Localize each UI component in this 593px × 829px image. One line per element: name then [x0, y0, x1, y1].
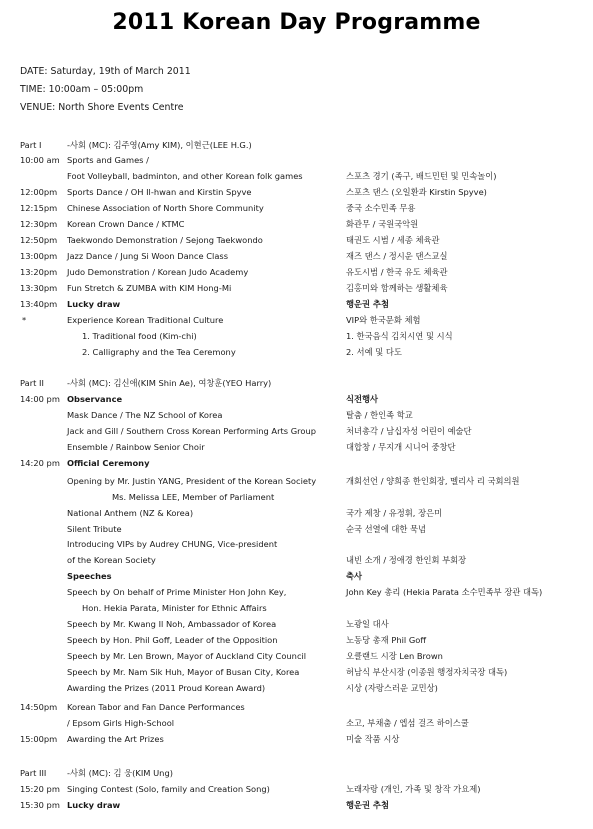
programme-ko: John Key 총리 (Hekia Parata 소수민족부 장관 대독) — [346, 587, 543, 597]
programme-en: Speeches — [67, 571, 112, 581]
programme-row — [0, 490, 593, 505]
programme-time: 14:50pm — [20, 702, 58, 712]
programme-en: -사회 (MC): 김신애(KIM Shin Ae), 여창훈(YEO Harry) — [67, 378, 272, 388]
programme-time: 10:00 am — [20, 155, 60, 165]
programme-ko: VIP와 한국문화 체험 — [346, 315, 421, 325]
programme-row — [0, 249, 593, 264]
programme-row — [0, 665, 593, 680]
programme-en: 2. Calligraphy and the Tea Ceremony — [82, 347, 236, 357]
programme-en: Jazz Dance / Jung Si Woon Dance Class — [67, 251, 229, 261]
programme-en: Introducing VIPs by Audrey CHUNG, Vice-president — [67, 539, 278, 549]
programme-en: Lucky draw — [67, 299, 121, 309]
programme-ko: 대합창 / 무지개 시니어 중창단 — [346, 442, 456, 452]
programme-en: of the Korean Society — [67, 555, 156, 565]
programme-row — [0, 265, 593, 280]
programme-time: 12:00pm — [20, 187, 58, 197]
programme-ko: 국가 제창 / 유정휘, 장은미 — [346, 508, 443, 518]
programme-en: Korean Tabor and Fan Dance Performances — [67, 702, 245, 712]
programme-row — [0, 700, 593, 715]
programme-en: 1. Traditional food (Kim-chi) — [82, 331, 197, 341]
programme-en: Speech by On behalf of Prime Minister Hon John Key, — [67, 587, 287, 597]
programme-row — [0, 649, 593, 664]
programme-time: 13:00pm — [20, 251, 58, 261]
programme-en: Speech by Mr. Kwang Il Noh, Ambassador of Korea — [67, 619, 277, 629]
programme-ko: 유도시범 / 한국 유도 체육관 — [346, 267, 448, 277]
programme-row — [0, 782, 593, 797]
programme-en: Ensemble / Rainbow Senior Choir — [67, 442, 205, 452]
programme-row — [0, 798, 593, 813]
programme-time: 12:30pm — [20, 219, 58, 229]
programme-en: Taekwondo Demonstration / Sejong Taekwondo — [67, 235, 263, 245]
programme-en: Speech by Mr. Nam Sik Huh, Mayor of Busan City, Korea — [67, 667, 300, 677]
programme-ko: 노광일 대사 — [346, 619, 389, 629]
programme-ko: 식전행사 — [346, 394, 379, 404]
programme-row — [0, 185, 593, 200]
programme-en: Opening by Mr. Justin YANG, President of the Korean Society — [67, 476, 317, 486]
programme-ko: 김홍미와 함께하는 생활체육 — [346, 283, 448, 293]
programme-en: Mask Dance / The NZ School of Korea — [67, 410, 223, 420]
programme-title: 2011 Korean Day Programme — [112, 10, 481, 35]
programme-ko: 스포츠 댄스 (오일환과 Kirstin Spyve) — [346, 187, 487, 197]
programme-ko: 탈춤 / 한인족 학교 — [346, 410, 413, 420]
programme-time: 15:00pm — [20, 734, 58, 744]
programme-row — [0, 732, 593, 747]
programme-ko: 화관무 / 국원국악원 — [346, 219, 419, 229]
programme-row — [0, 681, 593, 696]
programme-row — [0, 169, 593, 184]
programme-ko: 소고, 부채춤 / 엡섬 걸즈 하이스쿨 — [346, 718, 469, 728]
programme-en: Singing Contest (Solo, family and Creation Song) — [67, 784, 270, 794]
programme-row — [0, 633, 593, 648]
programme-en: Jack and Gill / Southern Cross Korean Performing Arts Group — [67, 426, 316, 436]
programme-time: 13:20pm — [20, 267, 58, 277]
programme-time: 12:50pm — [20, 235, 58, 245]
programme-row — [0, 424, 593, 439]
programme-ko: 노래자랑 (개인, 가족 및 창작 가요제) — [346, 784, 481, 794]
programme-en: Awarding the Art Prizes — [67, 734, 164, 744]
programme-ko: 미술 작품 시상 — [346, 734, 400, 744]
programme-row — [0, 313, 593, 328]
programme-time: 12:15pm — [20, 203, 58, 213]
programme-time: 13:30pm — [20, 283, 58, 293]
programme-row — [0, 474, 593, 489]
programme-time: 15:20 pm — [20, 784, 60, 794]
programme-ko: 내빈 소개 / 정애경 한인회 부회장 — [346, 555, 467, 565]
programme-ko: 순국 선열에 대한 묵념 — [346, 524, 427, 534]
programme-en: Sports Dance / OH Il-hwan and Kirstin Spyve — [67, 187, 252, 197]
programme-row — [0, 617, 593, 632]
programme-en: Silent Tribute — [67, 524, 122, 534]
programme-row — [0, 217, 593, 232]
programme-ko: 오클랜드 시장 Len Brown — [346, 651, 443, 661]
programme-en: Lucky draw — [67, 800, 121, 810]
programme-row — [0, 281, 593, 296]
programme-en: -사회 (MC): 김 웅(KIM Ung) — [67, 768, 173, 778]
programme-time: 13:40pm — [20, 299, 58, 309]
programme-row — [0, 138, 593, 153]
event-venue: VENUE: North Shore Events Centre — [20, 102, 184, 113]
programme-row — [0, 522, 593, 537]
programme-ko: 2. 서예 및 다도 — [346, 347, 402, 357]
programme-en: Fun Stretch & ZUMBA with KIM Hong-Mi — [67, 283, 232, 293]
programme-en: Hon. Hekia Parata, Minister for Ethnic Affairs — [82, 603, 267, 613]
programme-en: Speech by Mr. Len Brown, Mayor of Auckland City Council — [67, 651, 307, 661]
event-time: TIME: 10:00am – 05:00pm — [20, 84, 144, 95]
programme-row — [0, 506, 593, 521]
programme-ko: 재즈 댄스 / 정시운 댄스교실 — [346, 251, 448, 261]
programme-en: Chinese Association of North Shore Community — [67, 203, 264, 213]
programme-time: 14:20 pm — [20, 458, 60, 468]
programme-row — [0, 345, 593, 360]
programme-en: Foot Volleyball, badminton, and other Korean folk games — [67, 171, 303, 181]
programme-ko: 허남식 부산시장 (이종원 행정자치국장 대독) — [346, 667, 508, 677]
programme-en: Experience Korean Traditional Culture — [67, 315, 224, 325]
programme-time: * — [22, 315, 27, 325]
programme-en: Sports and Games / — [67, 155, 149, 165]
programme-en: Judo Demonstration / Korean Judo Academy — [67, 267, 249, 277]
programme-time: 15:30 pm — [20, 800, 60, 810]
programme-en: / Epsom Girls High-School — [67, 718, 175, 728]
programme-en: Observance — [67, 394, 123, 404]
event-date: DATE: Saturday, 19th of March 2011 — [20, 66, 191, 77]
programme-row — [0, 716, 593, 731]
programme-ko: 행운권 추첨 — [346, 800, 389, 810]
programme-row — [0, 201, 593, 216]
programme-row — [0, 537, 593, 552]
programme-row — [0, 440, 593, 455]
programme-en: Ms. Melissa LEE, Member of Parliament — [112, 492, 275, 502]
programme-ko: 처녀총각 / 남십자성 어린이 예술단 — [346, 426, 472, 436]
programme-row — [0, 601, 593, 616]
programme-row — [0, 766, 593, 781]
programme-row — [0, 456, 593, 471]
programme-ko: 1. 한국음식 김치시연 및 시식 — [346, 331, 453, 341]
programme-row — [0, 329, 593, 344]
programme-ko: 노동당 총재 Phil Goff — [346, 635, 427, 645]
programme-row — [0, 392, 593, 407]
programme-ko: 시상 (자랑스러운 교민상) — [346, 683, 438, 693]
programme-row — [0, 553, 593, 568]
programme-en: -사회 (MC): 김주영(Amy KIM), 이현근(LEE H.G.) — [67, 140, 252, 150]
programme-row — [0, 376, 593, 391]
programme-ko: 축사 — [346, 571, 363, 581]
programme-time: 14:00 pm — [20, 394, 60, 404]
programme-en: National Anthem (NZ & Korea) — [67, 508, 194, 518]
programme-row — [0, 233, 593, 248]
programme-time: Part I — [20, 140, 42, 150]
programme-row — [0, 408, 593, 423]
programme-en: Official Ceremony — [67, 458, 150, 468]
programme-ko: 행운권 추첨 — [346, 299, 389, 309]
programme-en: Speech by Hon. Phil Goff, Leader of the Opposition — [67, 635, 278, 645]
programme-en: Awarding the Prizes (2011 Proud Korean Award) — [67, 683, 266, 693]
programme-row — [0, 585, 593, 600]
programme-time: Part III — [20, 768, 47, 778]
programme-ko: 중국 소수민족 무용 — [346, 203, 416, 213]
programme-ko: 태권도 시범 / 세종 체육관 — [346, 235, 440, 245]
programme-ko: 스포츠 경기 (족구, 배드민턴 및 민속놀이) — [346, 171, 497, 181]
programme-row — [0, 153, 593, 168]
programme-row — [0, 297, 593, 312]
programme-time: Part II — [20, 378, 44, 388]
programme-ko: 개회선언 / 양희종 한인회장, 멜리사 리 국회의원 — [346, 476, 520, 486]
programme-row — [0, 569, 593, 584]
programme-en: Korean Crown Dance / KTMC — [67, 219, 185, 229]
